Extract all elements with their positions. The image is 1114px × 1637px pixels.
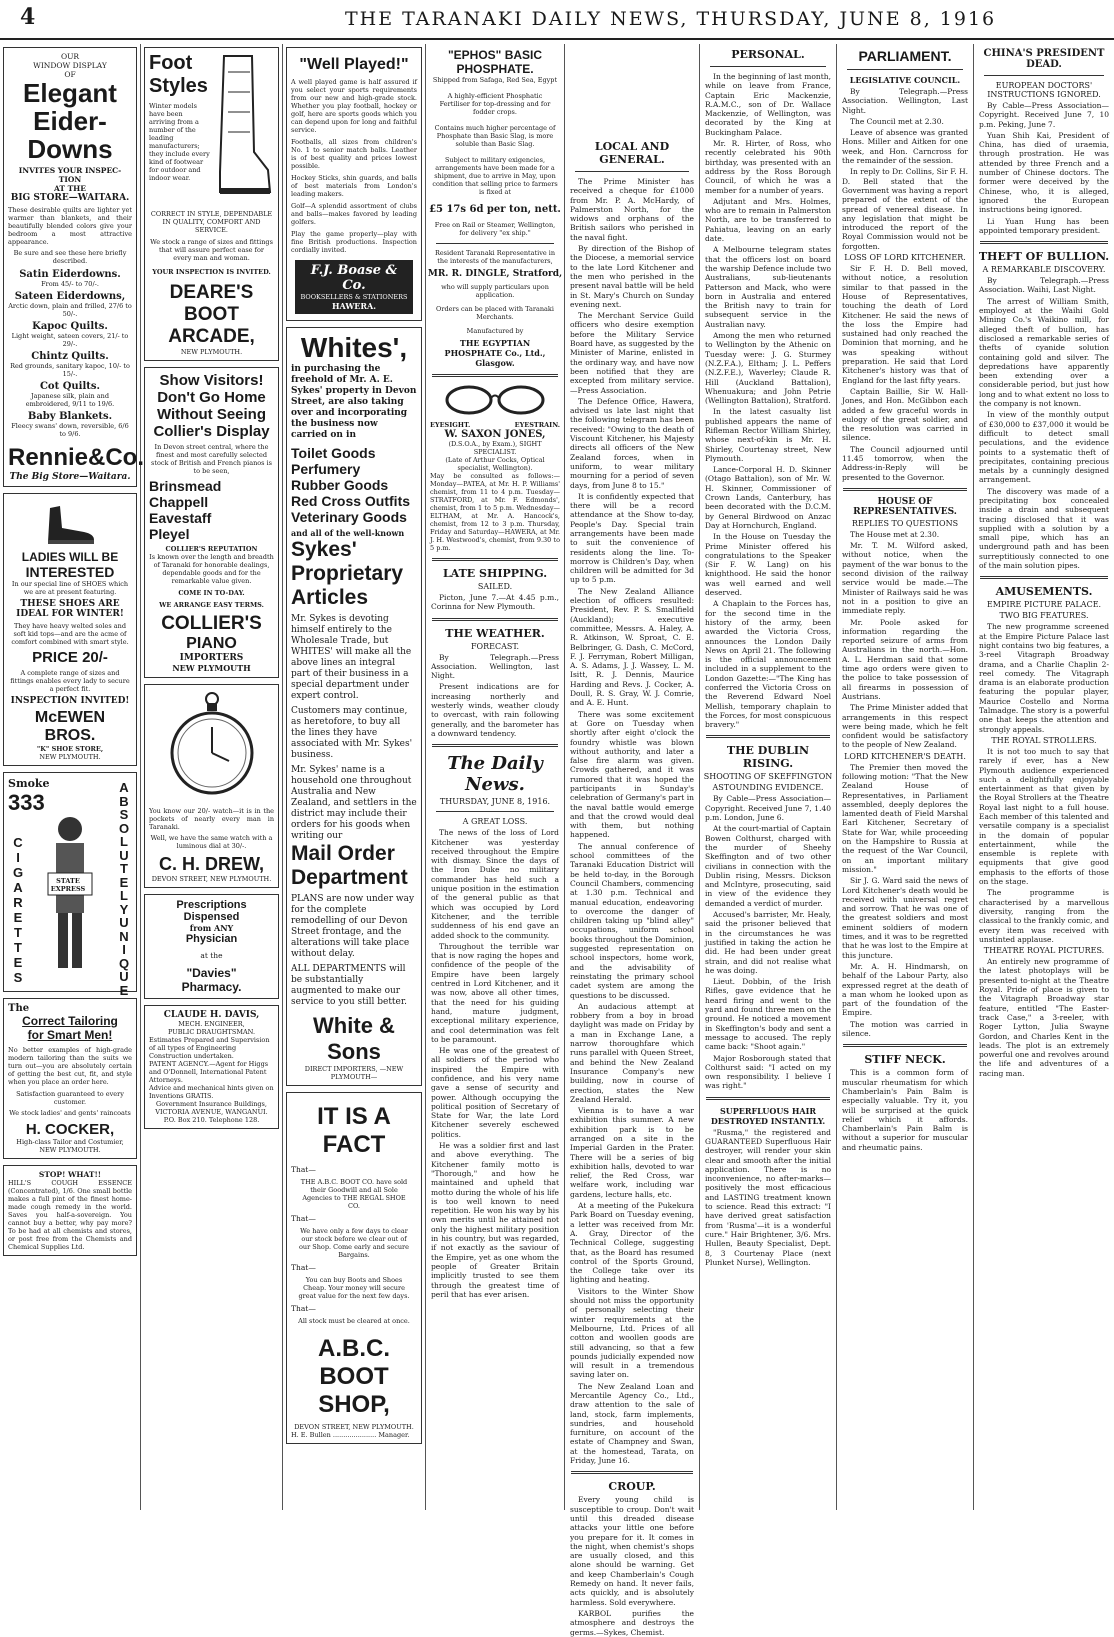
shop-name: PIANO [186, 635, 237, 652]
ad-line: PUBLIC DRAUGHTSMAN. [167, 1028, 256, 1036]
ad-line: H. E. Bullen ..................... Manager. [291, 1431, 410, 1439]
ad-headline: Articles [291, 586, 369, 609]
ad-headline: Don't Go Home [157, 389, 266, 406]
article-text: Li Yuan Hung has been appointed temporary president. [979, 216, 1109, 235]
ad-vertical-text: ABSOLUTELY UNIQUE [118, 780, 130, 998]
column-2 [141, 44, 283, 1510]
column-5 [565, 44, 700, 1637]
article-text: In the latest casualty list published appears the name of Rifleman Rector William Shirley, whose next-of-kin is Mr. H. Shirley, Courtenay street, New Plymouth. [705, 407, 831, 463]
shop-town: HAWERA. [331, 301, 377, 311]
newspaper-title: THE TARANAKI DAILY NEWS, THURSDAY, JUNE 8, 1916 [345, 8, 997, 30]
section-subheading: A REMARKABLE DISCOVERY. [982, 265, 1106, 275]
ad-text: Well, we have the same watch with a luminous dial at 30/-. [150, 834, 273, 850]
ad-line: NEW PLYMOUTH [172, 663, 251, 673]
ad-text: Hockey Sticks, shin guards, and balls of best materials from London's leading makers. [291, 174, 417, 198]
article-byline: By Telegraph.—Press Association. Wellington, Last Night. [842, 87, 968, 115]
shop-name: A.B.C. BOOT [318, 1335, 390, 1390]
ad-text: Mr. Sykes' name is a household one throughout Australia and New Zealand, and settlers in the district may include their orders for his goods when writing our [291, 765, 417, 841]
article-text: It is confidently expected that there will be a record attendance at the Show to-day, People's Day. Special train arrangements have been made to suit the convenience of residents along the line. To-morrow is Children's Day, when children will be admitted for 3d up to 5 p.m. [570, 491, 694, 585]
section-heading: LATE SHIPPING. [442, 567, 548, 580]
ad-headline: Sykes' [291, 538, 357, 561]
ad-text: Golf—A splendid assortment of clubs and balls—makes favored by leading golfers. [291, 202, 417, 226]
ad-headline: CLAUDE H. DAVIS, [163, 1010, 260, 1020]
ad-text: HILL'S COUGH ESSENCE (Concentrated), 1/6. One small bottle makes a full pint of the finest home-made cough remedy in the world. Saves you half-a-sovereign. You cannot buy a better, why pay more? To be had at all chemists and stores, or post free from the Chemists and Chemical Supplies Ltd. [8, 1179, 132, 1251]
ad-headline: Collier's Display [153, 423, 270, 440]
ad-text: CORRECT IN STYLE, DEPENDABLE IN QUALITY, COMFORT AND SERVICE. [150, 210, 273, 234]
ad-headline: Correct Tailoring [22, 1014, 118, 1028]
shop-tagline: BOOKSELLERS & STATIONERS [300, 293, 408, 301]
ad-line: and all of the well-known [291, 528, 405, 538]
shop-name: White & Sons [313, 1013, 395, 1064]
ad-text: PATENT AGENCY.—Agent for Higgs and O'Donnell, International Patent Attorneys. [149, 1060, 269, 1084]
ad-line: Manufactured by [466, 327, 524, 335]
article-text: In the House on Tuesday the Prime Minister offered his congratulations to the Speaker (Sir F. W. Lang) on his knighthood. He said the honor was well earned and well deserved. [705, 532, 831, 598]
ad-text: A complete range of sizes and fittings enables every lady to secure a perfect fit. [10, 669, 130, 693]
article-text: He was one of the greatest of all soldiers of the period who inspired the Empire with confidence, and his very name gave a sense of security and power. Although occupying the political position of Secretary of State for War, the late Lord Kitchener severely eschewed politics. [431, 1046, 559, 1139]
ad-line: (Late of Arthur Cocks, Optical specialist, Wellington). [445, 456, 545, 472]
section-heading: CROUP. [608, 1480, 656, 1494]
cough-ad [3, 1165, 137, 1256]
product-line: Toilet Goods [291, 445, 376, 461]
shop-name: ARCADE, [168, 326, 255, 347]
ad-line: NEW PLYMOUTH. [39, 753, 101, 761]
cigarette-ad [3, 772, 137, 998]
newspaper-date: THURSDAY, JUNE 8, 1916. [439, 797, 551, 807]
ad-line: DIRECT IMPORTERS, —NEW PLYMOUTH— [304, 1065, 404, 1081]
article-text: By direction of the Bishop of the Diocese, a memorial service to the late Lord Kitchener and the men who perished in the present naval battle will be held in St. Mary's Church on Sunday evening next. [570, 244, 694, 309]
ad-line: at the [200, 951, 223, 960]
article-text: At the court-martial of Captain Bowen Colthurst, charged with the murder of Sheehy Skeffington and of two other civilians in connection with the Dublin rising, Messrs. Dickson and McIntyre, prosecuting, said in view of the evidence they demanded a verdict of murder. [705, 824, 831, 908]
ad-headline: "Well Played!" [299, 56, 409, 73]
ad-headline: STOP! WHAT!! [38, 1170, 102, 1179]
ad-line: DEVON STREET, NEW PLYMOUTH. [151, 875, 272, 883]
tailoring-ad [3, 998, 137, 1159]
section-subheading: SAILED. [477, 582, 513, 591]
ad-text: You can buy Boots and Shoes Cheap. Your money will secure great value for the next few days. [298, 1276, 410, 1300]
piano-brand: Pleyel [149, 526, 190, 542]
article-text: Leave of absence was granted Hons. Miller and Aitken for one week, and Hon. Carncross for the remainder of the session. [842, 128, 968, 166]
ad-headline: Show Visitors! [159, 372, 264, 389]
ad-text: No better examples of high-grade modern tailoring than the suits we turn out—you are absolutely certain of getting the best cut, fit, and style when you place an order here. [8, 1046, 132, 1086]
shop-name: F.J. Boase & Co. [310, 263, 398, 293]
column-6 [700, 44, 837, 1510]
article-text: There was some excitement at Gore on Tuesday when shortly after eight o'clock the foundry whistle was blown without authority, and later a false fire alarm was given. Crowds gathered, and it was rumored that it was hoped the participants in Sunday's celebration of Germany's part in the naval battle would emerge and that the crowd would deal with them, but nothing happened. [570, 709, 694, 840]
ad-headline: Downs [27, 134, 113, 164]
article-text: In the beginning of last month, while on leave from France, Captain Eric Mackenzie, R.A.M.C., son of Dr. Wallace Mackenzie, of Wellington, was decorated by the King at Buckingham Palace. [705, 72, 831, 137]
section-subheading: EMPIRE PICTURE PALACE. [986, 600, 1102, 610]
article-text: Lance-Corporal H. D. Skinner (Otago Battalion), son of Mr. W. H. Skinner, Commissioner of Crown Lands, Canterbury, has been decorated with the D.C.M. by General Birdwood on Anzac Day at Hornchurch, England. [705, 465, 831, 530]
ad-text: A highly-efficient Phosphatic Fertiliser for top-dressing and for fodder crops. [439, 92, 551, 116]
article-text: An audacious attempt at robbery from a boy in broad daylight was made on Friday by a man in Exchange Lane, a narrow thoroughfare which runs parallel with Queen Street, and behind the New Zealand Insurance Company's new building, now in course of erection, states the New Zealand Herald. [570, 1001, 694, 1104]
price: PRICE 20/- [32, 649, 108, 666]
ad-line: Physician [185, 933, 238, 945]
ad-line: That— [291, 1165, 316, 1174]
eiderdown-ad [3, 47, 145, 487]
brand-logo: Rennie&Co. [8, 444, 145, 471]
article-text: KARBOL purifies the atmosphere and destroys the germs.—Sykes, Chemist. [570, 1608, 694, 1637]
section-subheading: REPLIES TO QUESTIONS [851, 518, 959, 528]
ad-line: OUR [60, 52, 80, 61]
ad-text: Government Insurance Buildings, VICTORIA AVENUE, WANGANUI. P.O. Box 210. Telephone 128. [155, 1100, 268, 1124]
ad-vertical-text: CIGARETTES [12, 835, 24, 985]
shop-name: "Davies" [186, 966, 237, 980]
article-text: The news of the loss of Lord Kitchener was yesterday received throughout the Empire with dismay. Since the days of the Iron Duke no military commander has held such a unique position in the estimation of the general public as that which was occupied by Lord Kitchener, and the terrible suddenness of his end gave an added shock to the community. [431, 828, 559, 940]
article-text: The Prime Minister has received a cheque for £1000 from Mr. P. A. McHardy, of Palmerston North, for the widows and orphans of the British sailors who perished in the naval fight. [570, 177, 694, 242]
piano-brand: Brinsmead [149, 478, 222, 494]
article-text: Yuan Shih Kai, President of China, has died of uraemia, through prostration. He was attended by three French and a number of Chinese doctors. The former were deceived by the Chinese, who, it is alleged, ignored the European instructions being ignored. [979, 130, 1109, 215]
section-heading: LOCAL AND GENERAL. [594, 140, 670, 166]
ad-text: We stock ladies' and gents' raincoats [9, 1109, 131, 1117]
ad-text: In our special line of SHOES which we are at present featuring. [11, 580, 129, 596]
ad-headline: LADIES WILL BE [21, 550, 119, 564]
article-byline: By Cable—Press Association—Copyright. Received June 7, 10 p.m. Peking, June 7. [979, 101, 1109, 129]
ad-headline: Elegant [23, 78, 117, 108]
ad-text: All stock must be cleared at once. [298, 1317, 410, 1325]
ad-line: COME IN TO-DAY. [178, 589, 245, 597]
ad-text: Winter models have been arriving from a number of the leading manufacturers; they include every kind of footwear for outdoor and indoor wear. [149, 102, 210, 182]
section-subheading: THE ROYAL STROLLERS. [991, 735, 1097, 745]
ad-line: IMPORTERS [179, 653, 244, 663]
article-text: It is not too much to say that rarely if ever, has a New Plymouth audience experienced such a delightfully enjoyable entertainment as that given by the Royal Strollers at the Theatre Royal last night to a full house. Each member of this talented and versatile company is a specialist in the domain of popular entertainment, while the ensemble is replete with equipments that give good emphasis to the efforts of those on the stage. [979, 746, 1109, 887]
watch-ad [144, 684, 279, 888]
pocket-watch-icon [167, 691, 257, 805]
product-line: Veterinary Goods [291, 509, 407, 525]
shoe-ad [3, 493, 137, 766]
product-heading: Cot Quilts. [39, 381, 101, 392]
article-text: Mr. T. M. Wilford asked, without notice, when the payment of the war bonus to the second division of the railway service would be made.—The Minister of Railways said he was not in a position to give an immediate reply. [842, 541, 968, 616]
ad-line: BIG STORE—WAITARA. [10, 193, 130, 203]
ad-text: Mr. Sykes is devoting himself entirely to the Wholesale Trade, but WHITES' will make all the above lines an integral part of their business in a special department under expert control. [291, 614, 412, 701]
product-line: Red Cross Outfits [291, 493, 411, 509]
shop-name: H. COCKER, [25, 1121, 115, 1138]
product-line: Rubber Goods [291, 477, 389, 493]
newspaper-nameplate: The Daily News. [447, 753, 543, 796]
section-heading: STIFF NECK. [864, 1053, 946, 1067]
article-text: The motion was carried in silence. [842, 1019, 968, 1039]
ad-text: in purchasing the freehold of Mr. A. E. Sykes' property in Devon Street, are also taking over and incorporating the business now carried on in [291, 364, 417, 440]
ad-headline: for Smart Men! [27, 1028, 113, 1042]
shop-name: C. H. DREW, [158, 854, 264, 874]
article-text: The New Zealand Loan and Mercantile Agency Co., Ltd., draw attention to the sale of land, stock, farm implements, sundries, and household furniture, on account of the estate of Champney and Swan, at the homestead, Tarata, on Friday, June 16. [570, 1381, 694, 1466]
masthead [0, 0, 1114, 40]
product-heading: Kapoc Quilts. [32, 321, 108, 332]
ad-headline: Foot [149, 52, 193, 74]
article-text: The new programme screened at the Empire Picture Palace last night contains two big features, a 3-reel Vitagraph Broadway drama, and a Charlie Chaplin 2-reel comedy. The Vitagraph drama is an elaborate production featuring the popular player, Maurice Costello and Norma Talmadge. The story is a powerful one that keeps the attention and strongly appeals. [979, 622, 1109, 734]
article-text: Picton, June 7.—At 4.45 p.m., Corinna for New Plymouth. [431, 593, 559, 612]
ad-line: Smoke [8, 777, 50, 790]
ad-text: Is known over the length and breadth of Taranaki for honorable dealings, dependable goods and for the remarkable value given. [149, 553, 274, 585]
ad-headline: INTERESTED [25, 564, 115, 580]
article-text: The arrest of William Smith, employed at the Waihi Gold Mining Co.'s Waikino mill, for alleged theft of bullion, has disclosed a remarkable series of thefts of cyanide solution containing gold and silver. The depredations have apparently been extending over a considerable period, but just how long and to what extent no loss to the company is not known. [979, 296, 1109, 409]
ad-text: Orders can be placed with Taranaki Merchants. [436, 305, 554, 321]
section-heading: AMUSEMENTS. [995, 585, 1093, 599]
section-heading: THE DUBLIN RISING. [726, 744, 810, 771]
article-text: The discovery was made of a precipitating box concealed inside a drain and subsequent tracing disclosed that it was supplied with a solution by a small pipe, which has an underground path and has been surreptitiously connected to one of the main solution pipes. [979, 486, 1109, 571]
section-subheading: LEGISLATIVE COUNCIL. [849, 75, 961, 85]
ad-headline: Styles [149, 75, 208, 97]
section-heading: THE WEATHER. [445, 626, 545, 640]
ad-headline: Proprietary [291, 562, 404, 585]
shoe-icon [44, 502, 96, 546]
product-line: Perfumery [291, 461, 361, 477]
article-text: In reply to Dr. Collins, Sir F. H. D. Bell stated that the Government was having a report prepared of the extent of the spread of venereal disease. In any legislation that might be introduced the report of the Royal Commission would not be forgotten. [842, 167, 968, 251]
boot-icon [214, 52, 274, 206]
ad-line: WINDOW DISPLAY [33, 61, 107, 70]
article-text: Captain Baillie, Sir W. Hall-Jones, and Hon. McGibbon each added a few graceful words in eulogy of the great soldier, and the resolution was carried in silence. [842, 386, 968, 443]
article-text: Accused's barrister, Mr. Healy, said the prisoner believed that in the circumstances he was justified in taking the action he did. He had been under great strain, and did not realise what he was doing. [705, 910, 831, 975]
shop-name: Pharmacy. [181, 980, 242, 994]
ad-text: THE A.B.C. BOOT CO. have sold their Goodwill and all Sole Agencies to THE REGAL SHOE CO. [300, 1178, 408, 1210]
ad-text: Play the game properly—play with fine British productions. Inspection cordially invited. [291, 230, 417, 254]
column-4 [426, 44, 565, 1510]
ad-text: Advice and mechanical hints given on Inventions GRATIS. [149, 1084, 274, 1100]
ad-line: NEW PLYMOUTH. [180, 348, 243, 356]
product-text: Light weight, sateen covers, 21/- to 29/-. [11, 332, 129, 348]
section-subheading: LORD KITCHENER'S DEATH. [844, 751, 966, 761]
section-heading: HOUSE OF REPRESENTATIVES. [853, 496, 957, 517]
ad-line: THESE SHOES ARE IDEAL FOR WINTER! [16, 599, 124, 619]
section-subheading: LOSS OF LORD KITCHENER. [844, 253, 966, 263]
section-subheading: EUROPEAN DOCTORS' INSTRUCTIONS IGNORED. [987, 81, 1101, 99]
article-text: Every young child is susceptible to croup. Don't wait until this dreaded disease attacks your little one before you prepare for it. It comes in the night, when chemist's shops are usually closed, and this alone should be warning. Get and keep Chamberlain's Cough Remedy on hand. It never fails, acts quickly, and is absolutely harmless. Sold everywhere. [570, 1495, 694, 1607]
piano-brand: Eavestaff [149, 510, 212, 526]
brand-number: 333 [8, 790, 45, 815]
article-text: The Council met at 2.30. [850, 116, 944, 126]
ad-line: INVITES YOUR INSPEC- TION [18, 166, 122, 184]
ad-text: Contains much higher percentage of Phosphate than Basic Slag, is more soluble than Basic Slag. [434, 124, 556, 148]
article-text: Vienna is to have a war exhibition this summer. A new exhibition park is to be arranged on a site in the Imperial Garden in the Prater. There will be a series of big exhibition halls, devoted to war relief, the Red Cross, war welfare work, including war gardens, lecture halls, etc. [570, 1106, 694, 1199]
product-text: Fleecy swans' down, reversible, 6/6 to 9/6. [11, 422, 129, 438]
article-byline: By Telegraph.—Press Association. Wellington, last Night. [431, 652, 559, 681]
product-text: From 45/- to 70/-. [41, 280, 99, 288]
eyeglasses-icon [430, 383, 560, 421]
ad-text: We stock a range of sizes and fittings that will assure perfect ease for every man and woman. [150, 238, 273, 262]
ad-text: PLANS are now under way for the complete remodelling of our Devon Street frontage, and the alterations will take place without delay. [291, 894, 415, 959]
article-text: Present indications are for increasing northerly and westerly winds, weather cloudy to overcast, with rain following generally, and the barometer has a downward tendency. [431, 682, 559, 738]
shop-name: McEWEN BROS. [34, 709, 106, 744]
shop-name: COLLIER'S [161, 613, 262, 634]
shop-name: SHOP, [318, 1391, 390, 1418]
article-text: The Merchant Service Guild officers who desire exemption before the Military Service Board have, as suggested by the Minister of Marine, enlisted in the ordinary way, and have now been notified that they are excepted from military service.—Press Association. [570, 311, 694, 395]
ad-text: Estimates Prepared and Supervision of all types of Engineering Construction undertaken. [149, 1036, 270, 1060]
ad-text: Customers may continue, as heretofore, to buy all the lines they have associated with Mr. Sykes' business. [291, 706, 413, 760]
ad-text: They have heavy welted soles and soft kid tops—and are the acme of comfort combined with smart style. [11, 622, 129, 646]
ad-line: YOUR INSPECTION IS INVITED. [152, 268, 271, 276]
optician-ad [426, 383, 564, 552]
ad-text: ALL DEPARTMENTS will be substantially augmented to make our service to you still better. [291, 964, 408, 1007]
article-text: The Council adjourned until 11.45 tomorrow, when the Address-in-Reply will be presented to the Governor. [842, 444, 968, 482]
ad-text: A well played game is half assured if you select your sports requirements from our new and high-grade stock. Whether you play football, hockey or golf, here are sports goods which you can depend upon for long and faithful service. [291, 78, 417, 134]
piano-ad [144, 367, 279, 678]
article-byline: By Telegraph.—Press Association. Waihi, Last Night. [979, 276, 1109, 295]
ad-line: That— [291, 1263, 316, 1272]
ad-headline: PHOSPHATE. [456, 62, 534, 76]
sports-ad [286, 47, 422, 321]
ad-line: COLLIER'S REPUTATION [165, 545, 258, 553]
article-text: An entirely new programme of the latest photoplays will be presented to-night at the Theatre Royal. Pride of place is given to the Vitagraph Broadway star feature, entitled "The Easter-track Case," a 3-reeler, with Roger Lytton, Julia Swayne Gordon, and Charles Kent in the leads. The plot is an extremely powerful one and revolves around the life and adventures of a racing man. [979, 957, 1109, 1078]
ad-line: Dispensed [183, 911, 240, 923]
whites-ad [286, 327, 422, 1086]
shop-name: Whites', [300, 332, 408, 363]
column-3 [283, 44, 426, 1510]
pharmacy-ad [144, 894, 279, 999]
ad-text: Footballs, all sizes from children's No. 1 to senior match balls. Leather is of best quality and prices lowest possible. [291, 138, 417, 170]
ad-line: WE ARRANGE EASY TERMS. [159, 601, 264, 609]
ad-headline: Mail Order [291, 842, 395, 865]
ad-headline: Without Seeing [156, 406, 267, 423]
ad-line: High-class Tailor and Costumier, NEW PLYMOUTH. [16, 1138, 124, 1154]
section-subheading: THEATRE ROYAL PICTURES. [983, 946, 1105, 956]
section-heading: CHINA'S PRESIDENT DEAD. [983, 48, 1105, 70]
column-8 [974, 44, 1114, 1510]
article-text: In view of the monthly output of £30,000 to £37,000 it would be difficult to detect small peculations, and the evidence points to a systematic theft of precipitates, containing precious metals by a cunningly designed arrangement. [979, 410, 1109, 485]
column-7 [837, 44, 974, 1510]
article-text: He was a soldier first and last and above everything. The Kitchener family motto is "Thorough," and how he maintained and upheld that motto during the whole of his life is too well known to need repetition. He won his way by his own merits until he attained not only the highest military position in his country, but was regarded, if not exactly as the saviour of the Empire, yet as one whom the people of Greater Britain implicitly trusted to see them through the greatest time of peril that has ever arisen. [431, 1141, 559, 1299]
ad-line: EYESTRAIN. [514, 421, 560, 429]
article-text: This is a common form of muscular rheumatism for which Chamberlain's Pain Balm is especially valuable. Try it, you will be surprised at the quick relief which it affords. Chamberlain's Pain Balm is without a superior for muscular and rheumatic pains. [842, 1068, 968, 1152]
article-byline: By Cable—Press Association—Copyright. Received June 7, 1.40 p.m. London, June 6. [705, 794, 831, 823]
section-subheading: SHOOTING OF SKEFFINGTON [703, 772, 833, 782]
ad-text: We have only a few days to clear our stock before we clear out of our Shop. Come early and secure Bargains. [299, 1227, 409, 1259]
ad-text: who will supply particulars upon application. [441, 283, 549, 299]
article-text: Sir J. G. Ward said the news of Lord Kitchener's death would be received with universal regret and sorrow. That he was one of the greatest soldiers and most eminent soldiers of modern times, and it was to be regretted that he was lost to the Empire at this juncture. [842, 876, 968, 960]
article-text: Major Rosborough stated that Colthurst said: "I acted on my own responsibility. I believe I was right." [705, 1053, 831, 1091]
ad-line: The [8, 1003, 30, 1014]
ad-line: Shipped from Safaga, Red Sea, Egypt [432, 76, 558, 84]
section-heading: PERSONAL. [731, 48, 805, 61]
ad-headline: Eider- [33, 106, 107, 136]
product-heading: Satin Eiderdowns. [19, 269, 121, 280]
abc-boot-ad [286, 1092, 422, 1444]
ad-line: (D.S.O.A., by Exam.), SIGHT SPECIALIST. [448, 440, 542, 456]
ad-line: "K" SHOE STORE, [36, 745, 104, 753]
article-text: Sir F. H. D. Bell moved, without notice, a resolution similar to that passed in the House of Representatives, touching the death of Lord Kitchener. He said the news of the loss the Empire had sustained had only reached the Dominion that morning, and he was speaking without preparation. He said that Lord Kitchener's history was that of England for the last fifty years. [842, 264, 968, 385]
ad-text: May be consulted as follows:— Monday—PATEA, at Mr. H. P. Williams' chemist, from 11 to 4 p.m. Tuesday—STRATFORD, at Mr. F. Edmonds', chemist, from 1 to 5 p.m. Wednesday—ELTHAM, at Mr. A. Hancock's, chemist, from 12 to 3 p.m. Thursday, Friday and Saturday—HAWERA, at Mr. J. H. Westwood's, chemist, from 9.30 to 5 p.m. [430, 472, 560, 552]
product-heading: Sateen Eiderdowns, [14, 291, 126, 302]
shop-name: DEARE'S [169, 282, 254, 303]
section-heading: SUPERFLUOUS HAIR DESTROYED INSTANTLY. [710, 1105, 826, 1126]
footwear-ad [144, 47, 279, 361]
ad-headline: "EPHOS" BASIC [447, 48, 543, 62]
product-heading: Chintz Quilts. [31, 351, 109, 362]
article-text: Mr. R. Hirter, of Ross, who recently celebrated his 90th birthday, was presented with an address by the Ross Borough Council, of which he was a member for a number of years. [705, 139, 831, 195]
product-text: Red grounds, sanitary kapoc, 10/- to 15/-. [10, 362, 130, 378]
product-text: Arctic down, plain and frilled, 27/6 to 50/-. [8, 302, 132, 318]
column-1 [0, 44, 145, 1510]
smoker-figure-icon [40, 813, 100, 977]
ad-line: Prescriptions [176, 899, 247, 911]
ad-headline: Department [291, 866, 408, 889]
article-text: The annual conference of school committees of the Taranaki Education District will be held to-day, in the Borough Council Chambers, commencing at 1.30 p.m. Technical and manual education, endeavoring to overcome the danger of children taking up "blind alley" occupations, uniform school books throughout the Dominion, suggested representation on school inspectors, home work, and the advisability of reinstating the primary school cadet system are among the questions to be discussed. [570, 841, 694, 1000]
product-heading: Baby Blankets. [27, 411, 113, 422]
shop-name: BOOT [184, 304, 239, 325]
page-number: 4 [20, 4, 36, 30]
ad-line: EYESIGHT. [430, 421, 471, 429]
engineer-ad [144, 1005, 279, 1129]
product-text: Japanese silk, plain and embroidered, 9/11 to 19/6. [25, 392, 115, 408]
article-text: Throughout the terrible war that is now raging the hopes and confidence of the people of the Empire have been largely centred in Lord Kitchener, and it was now, above all other times, that the need for his guiding hand, mature judgment, exceptional military experience, and cool determination was felt to be paramount. [431, 941, 559, 1044]
section-subheading: TWO BIG FEATURES. [999, 611, 1089, 621]
ad-text: In Devon street central, where the finest and most carefully selected stock of British and French pianos is to be seen, [151, 443, 272, 475]
phosphate-ad [426, 48, 564, 368]
section-heading: PARLIAMENT. [858, 48, 952, 64]
article-text: Lieut. Dobbin, of the Irish Rifles, gave evidence that he heard firing and went to the yard and found three men on the ground. He noticed a movement in Skeffington's body and sent a message to accused. The reply came back: "Shoot again." [705, 977, 831, 1052]
article-text: The programme is characterised by a marvellous diversity, ranging from the classical to the frankly comic, and every item was received with unstinted applause. [979, 888, 1109, 944]
ad-text: Satisfaction guaranteed to every customer. [16, 1090, 124, 1106]
packet-label: STATE EXPRESS [50, 877, 86, 893]
ad-text: Resident Taranaki Representative in the interests of the manufacturers, [434, 249, 556, 265]
article-text: At a meeting of the Pukekura Park Board on Tuesday evening, a letter was received from Mr. A. Gray, Director of the Technical College, suggesting that, as the Board has resumed control of the Sports Ground, the College take over its lighting and heating. [570, 1201, 694, 1285]
shop-name: W. SAXON JONES, [444, 429, 546, 440]
ad-line: That— [291, 1214, 316, 1223]
ad-headline: IT IS A FACT [317, 1103, 391, 1158]
article-text: The New Zealand Alliance election of officers resulted: President, Rev. P. S. Smallfield (Auckland); executive committee, Messrs. A. Haley, A. R. Atkinson, W. Sproat, C. E. Belbringer, G. Dash, C. McCord, F. J. Ferryman, Robert Milligan, A. S. Adams, J. J. Wassey, L. M. Isitt, R. J. Dennis, Maurice Harding and Revs. J. Cocker, A. Doull, R. S. Gray, W. J. Comrie, and A. E. Hunt. [570, 586, 694, 708]
section-subheading: ASTOUNDING EVIDENCE. [712, 783, 824, 793]
article-text: A Chaplain to the Forces has, for the second time in the history of the army, been awarded the Victoria Cross, announces the London Daily News on April 21. The following is the official announcement included in a supplement to the London Gazette:—"The King has conferred the Victoria Cross on the Reverend Edward Noel Mellish, temporary chaplain to the Forces, for most conspicuous bravery." [705, 599, 831, 730]
ad-text: Subject to military exigencies, arrangements have been made for a shipment, due to arrive in May, upon condition that selling price to farmers is fixed at [432, 156, 558, 196]
section-heading: THEFT OF BULLION. [978, 250, 1110, 264]
ad-line: THE EGYPTIAN PHOSPHATE Co., Ltd., Glasgow. [444, 338, 546, 368]
ad-line: INSPECTION INVITED! [10, 696, 130, 706]
ad-text: Free on Rail or Steamer, Wellington, for delivery "ex ship." [434, 221, 556, 237]
article-text: "Rusma," the registered and GUARANTEED Superfluous Hair destroyer, will render your skin clear and smooth after the initial application. There is no inconvenience, no after-marks—positively the most efficacious and LASTING treatment known to science. Read this extract: "I have derived great satisfaction from 'Rusma'—it is a wonderful cure." Hair Brightener, 3/6. Mrs. Hullen, Beauty Specialist, Dept. 8, 3 Courtenay Place (next Plunket Nurse), Wellington. [705, 1127, 831, 1267]
ad-text: Be sure and see these here briefly described. [13, 249, 127, 265]
ad-footer: The Big Store—Waitara. [9, 472, 131, 482]
ad-text: You know our 20/- watch—it is in the pockets of nearly every man in Taranaki. [149, 807, 274, 831]
ad-line: from ANY [189, 923, 234, 933]
ad-line: OF [64, 70, 76, 79]
ad-line: MR. R. DINGLE, Stratford, [427, 269, 563, 279]
ad-text: These desirable quilts are lighter yet warmer than blankets, and their beautifully blended colors give your bedroom a most attractive appearance. [8, 206, 132, 246]
article-text: A Melbourne telegram states that the officers lost on board the warship Defence include two Australians, sub-lieutenants Patterson and Mack, who were born in Australia and entered the British navy to train for subsequent service in the Australian navy. [705, 245, 831, 329]
ad-line: DEVON STREET, NEW PLYMOUTH. [294, 1423, 414, 1431]
article-text: Mr. Poole asked for information regarding the reported seizure of arms from Australians in the north.—Hon. A. L. Herdman said that some time ago orders were given to the police to take possession of all firearms in possession of Austrians. [842, 617, 968, 701]
piano-brand: Chappell [149, 494, 209, 510]
article-text: Adjutant and Mrs. Holmes, who are to remain in Palmerston North, are to be transferred to Pahiatua, leaving on an early date. [705, 196, 831, 244]
ad-line: That— [291, 1304, 316, 1313]
price: £5 17s 6d per ton, nett. [429, 204, 561, 215]
article-text: Among the men who returned to Wellington by the Athenic on Tuesday were: J. G. Sturmey (N.Z.F.A.), Eltham; J. L. Peffers (N.Z.F.E.), Waverley; Claude R. Hill (Auckland Battalion), Whenuakura; and John Petrie (Wellington Battalion), Stratford. [705, 331, 831, 406]
article-text: The Defence Office, Hawera, advised us late last night that the following telegram has been received: "Owing to the death of Viscount Kitchener, his Majesty directs all officers of the New Zealand forces, when in uniform, to wear military mourning for a period of seven days, from June 8 to 15." [570, 396, 694, 490]
article-text: The Premier then moved the following motion: "That the New Zealand House of Representatives, in Parliament assembled, deeply deplores the lamented death of Field Marshal Earl Kitchener, Secretary of State for War, while proceeding on the Hampshire to Russia at the request of the War Council, on an important military mission." [842, 762, 968, 874]
editorial-heading: A GREAT LOSS. [462, 817, 528, 827]
article-text: Mr. A. H. Hindmarsh, on behalf of the Labour Party, also expressed regret at the death of a man whom he looked upon as part of the foundation of the Empire. [842, 961, 968, 1018]
article-text: The House met at 2.30. [850, 529, 940, 539]
ad-line: MECH. ENGINEER, [178, 1020, 245, 1028]
article-text: Visitors to the Winter Show should not miss the opportunity of personally selecting their winter requirements at the Melbourne, Ltd. Prices of all cotton and woollen goods are still advancing, so that a few pounds judicially expended now will result in a tremendous saving later on. [570, 1286, 694, 1380]
article-text: The Prime Minister added that arrangements in this respect were being made, which he felt confident would be satisfactory to the people of New Zealand. [842, 703, 968, 750]
ad-line: AT THE [54, 184, 86, 193]
section-subheading: FORECAST. [470, 641, 520, 651]
